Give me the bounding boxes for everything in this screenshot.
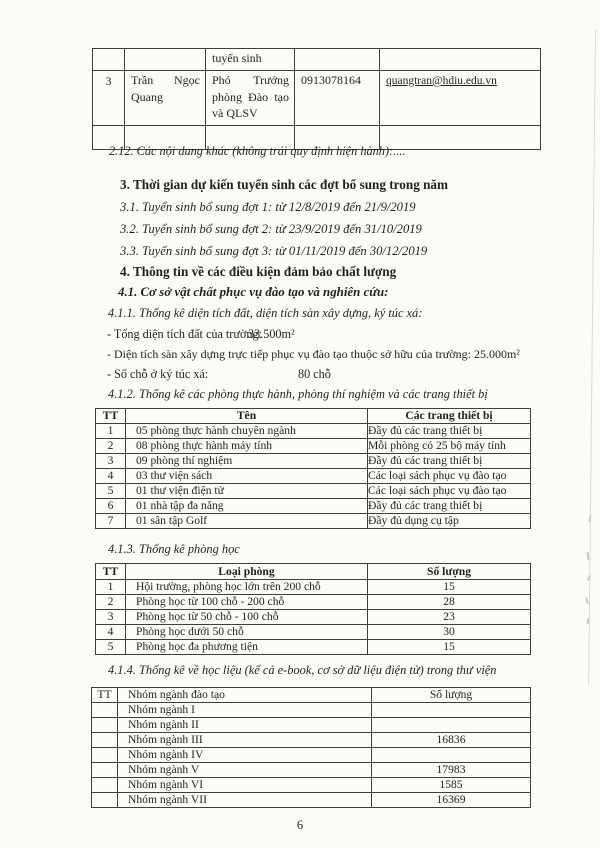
table-cell: 01 thư viện điện tử <box>126 484 368 499</box>
table-cell: 3 <box>93 71 125 126</box>
section-4-heading: 4. Thông tin về các điều kiện đảm bảo chất lượng <box>120 264 397 279</box>
column-header: TT <box>92 688 118 703</box>
table-cell: Các loại sách phục vụ đào tạo <box>368 469 531 484</box>
column-header: Các trang thiết bị <box>368 409 531 424</box>
floor-area-line: - Diện tích sàn xây dựng trực tiếp phục vụ đào tạo thuộc sở hữu của trường: 25.000m² <box>107 347 520 361</box>
table-cell: Nhóm ngành VII <box>118 793 372 808</box>
table-row <box>92 793 531 808</box>
table-cell <box>93 49 125 71</box>
section-4-1-2-heading: 4.1.2. Thống kê các phòng thực hành, phòng thí nghiệm và các trang thiết bị <box>108 387 488 401</box>
land-area-line <box>107 327 540 342</box>
table-cell: 23 <box>368 610 531 625</box>
table-cell: Phòng học từ 50 chỗ - 100 chỗ <box>126 610 368 625</box>
dorm-value: 80 chỗ <box>298 367 331 381</box>
table-cell: 2 <box>96 439 126 454</box>
table-cell: 3 <box>96 610 126 625</box>
dorm-label: - Số chỗ ở ký túc xá: <box>107 367 209 381</box>
table-row <box>93 71 541 126</box>
table-cell: Phòng học đa phương tiện <box>126 640 368 655</box>
section-2-12-line: 2.12. Các nội dung khác (không trái quy định hiện hành):.... <box>109 144 406 158</box>
table-row <box>96 625 531 640</box>
table-header-row <box>96 409 531 424</box>
section-3-2-line: 3.2. Tuyển sinh bổ sung đợt 2: từ 23/9/2019 đến 31/10/2019 <box>120 222 422 236</box>
table-cell: 28 <box>368 595 531 610</box>
table-row <box>96 580 531 595</box>
table-row <box>96 595 531 610</box>
table-cell: 5 <box>96 640 126 655</box>
table-cell: 1 <box>96 424 126 439</box>
table-row <box>96 454 531 469</box>
table-cell: 16369 <box>372 793 531 808</box>
table-cell <box>92 778 118 793</box>
table-cell: 05 phòng thực hành chuyên ngành <box>126 424 368 439</box>
scan-bleed-mark <box>587 575 591 581</box>
section-4-1-3-heading: 4.1.3. Thống kê phòng học <box>108 542 240 556</box>
section-4-1-4-heading: 4.1.4. Thống kê về học liệu (kể cả e-book, cơ sở dữ liệu điện tử) trong thư viện <box>108 663 497 677</box>
table-cell <box>380 71 541 126</box>
table-row <box>92 763 531 778</box>
table-cell <box>372 748 531 763</box>
table-cell: 01 sân tập Golf <box>126 514 368 529</box>
table-cell: Phòng học từ 100 chỗ - 200 chỗ <box>126 595 368 610</box>
table-cell: Nhóm ngành V <box>118 763 372 778</box>
contact-position: Phó Trưởng phòng Đào tạo và QLSV <box>206 71 295 126</box>
column-header: Tên <box>126 409 368 424</box>
table-row <box>96 439 531 454</box>
table-row <box>96 424 531 439</box>
table-cell: Đầy đủ dụng cụ tập <box>368 514 531 529</box>
scan-bleed-line <box>588 30 596 685</box>
contact-name: Trần Ngọc Quang <box>125 71 206 126</box>
table-cell: 5 <box>96 484 126 499</box>
table-cell: 6 <box>96 499 126 514</box>
table-row <box>96 514 531 529</box>
contact-table <box>92 48 541 150</box>
table-cell <box>92 718 118 733</box>
table-row <box>96 610 531 625</box>
table-cell: 30 <box>368 625 531 640</box>
page-number: 6 <box>296 818 304 832</box>
table-cell: 15 <box>368 580 531 595</box>
section-3-heading: 3. Thời gian dự kiến tuyển sinh các đợt bổ sung trong năm <box>120 177 448 192</box>
table-cell: 15 <box>368 640 531 655</box>
table-cell: 16836 <box>372 733 531 748</box>
section-3-3-line: 3.3. Tuyển sinh bổ sung đợt 3: từ 01/11/2019 đến 30/12/2019 <box>120 244 428 258</box>
table-cell <box>125 49 206 71</box>
table-cell: 17983 <box>372 763 531 778</box>
table-cell: 1 <box>96 580 126 595</box>
table-cell <box>92 733 118 748</box>
email-link[interactable]: quangtran@hdiu.edu.vn <box>386 75 497 87</box>
table-row <box>93 49 541 71</box>
land-area-label: - Tổng diện tích đất của trường: <box>107 327 262 341</box>
section-3-1-line: 3.1. Tuyển sinh bổ sung đợt 1: từ 12/8/2019 đến 21/9/2019 <box>120 200 416 214</box>
column-header: Nhóm ngành đào tạo <box>118 688 372 703</box>
table-cell: 4 <box>96 469 126 484</box>
column-header: TT <box>96 564 126 580</box>
table-cell: tuyển sinh <box>206 49 295 71</box>
table-row <box>96 484 531 499</box>
table-cell <box>92 763 118 778</box>
table-row <box>92 778 531 793</box>
column-header: Loại phòng <box>126 564 368 580</box>
table-cell: Hội trường, phòng học lớn trên 200 chỗ <box>126 580 368 595</box>
table-cell: 01 nhà tập đa năng <box>126 499 368 514</box>
column-header: TT <box>96 409 126 424</box>
table-cell: Nhóm ngành III <box>118 733 372 748</box>
dorm-line <box>107 367 540 382</box>
table-cell: 2 <box>96 595 126 610</box>
table-cell: Nhóm ngành VI <box>118 778 372 793</box>
table-cell: Phòng học dưới 50 chỗ <box>126 625 368 640</box>
table-cell: 09 phòng thí nghiệm <box>126 454 368 469</box>
table-cell: Nhóm ngành II <box>118 718 372 733</box>
table-cell <box>380 49 541 71</box>
table-row <box>96 469 531 484</box>
column-header: Số lượng <box>368 564 531 580</box>
table-cell <box>92 793 118 808</box>
table-row <box>92 733 531 748</box>
table-row <box>96 499 531 514</box>
library-table <box>91 687 530 808</box>
column-header: Số lượng <box>372 688 531 703</box>
facilities-table <box>95 408 530 529</box>
table-row <box>92 703 531 718</box>
table-row <box>92 718 531 733</box>
table-cell: 1585 <box>372 778 531 793</box>
section-4-1-1-heading: 4.1.1. Thống kê diện tích đất, diện tích sàn xây dựng, ký túc xá: <box>108 306 423 320</box>
table-cell: 7 <box>96 514 126 529</box>
table-cell: Đầy đủ các trang thiết bị <box>368 454 531 469</box>
scan-bleed-mark <box>588 515 591 522</box>
table-cell: Đầy đủ các trang thiết bị <box>368 499 531 514</box>
table-cell: Các loại sách phục vụ đào tạo <box>368 484 531 499</box>
land-area-value: 33.500m² <box>248 327 295 341</box>
table-cell: Mỗi phòng có 25 bộ máy tính <box>368 439 531 454</box>
section-4-1-heading: 4.1. Cơ sở vật chất phục vụ đào tạo và nghiên cứu: <box>118 285 389 299</box>
table-cell: 03 thư viện sách <box>126 469 368 484</box>
table-cell <box>295 49 380 71</box>
table-row <box>92 748 531 763</box>
table-cell <box>372 718 531 733</box>
table-cell: Nhóm ngành I <box>118 703 372 718</box>
table-header-row <box>92 688 531 703</box>
table-cell <box>92 703 118 718</box>
table-cell <box>92 748 118 763</box>
contact-phone: 0913078164 <box>295 71 380 126</box>
table-row <box>96 640 531 655</box>
table-cell: Đầy đủ các trang thiết bị <box>368 424 531 439</box>
table-cell: 08 phòng thực hành máy tính <box>126 439 368 454</box>
classrooms-table <box>95 563 530 655</box>
table-cell: 3 <box>96 454 126 469</box>
table-cell <box>372 703 531 718</box>
table-cell: Nhóm ngành IV <box>118 748 372 763</box>
table-header-row <box>96 564 531 580</box>
table-cell: 4 <box>96 625 126 640</box>
